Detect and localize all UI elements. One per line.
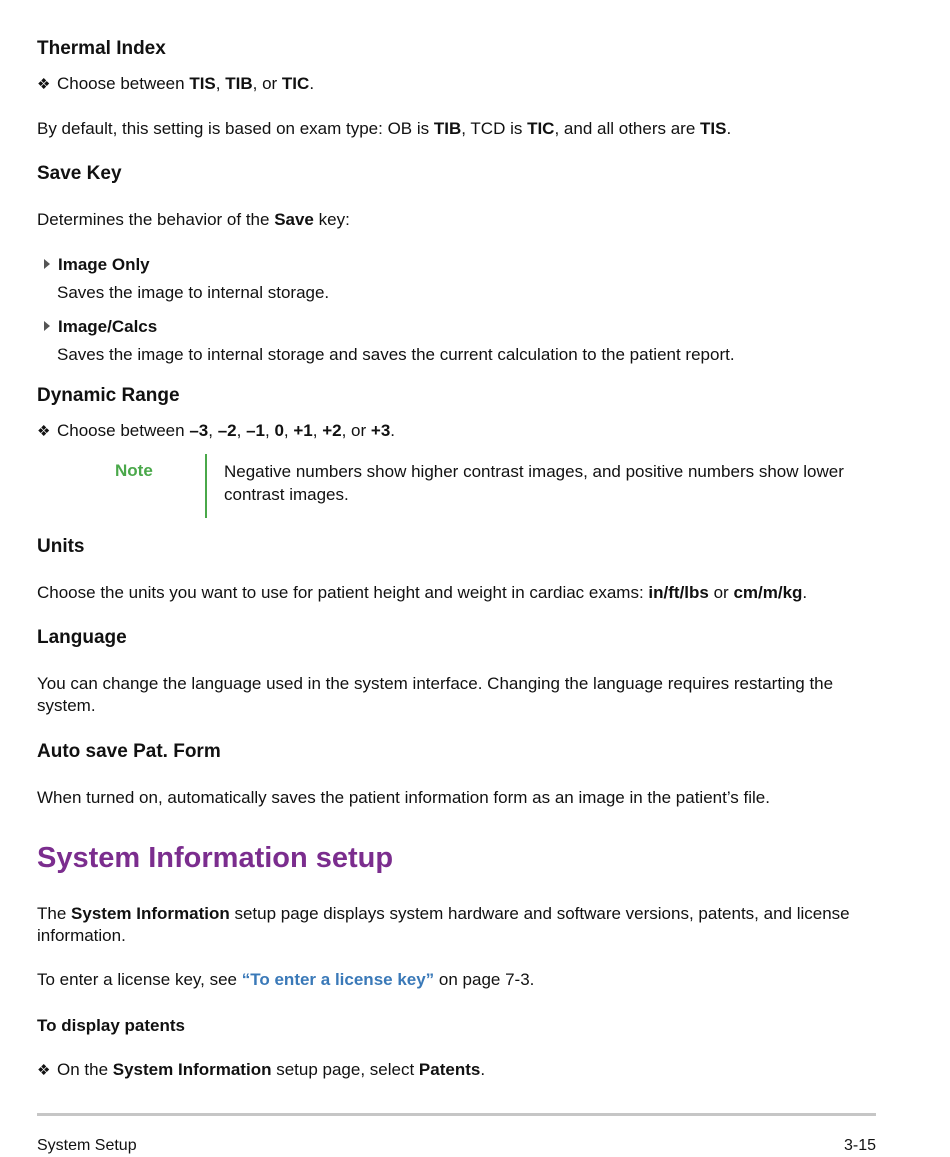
triangle-bullet-icon bbox=[44, 321, 50, 331]
note-text: Negative numbers show higher contrast images, and positive numbers show lower contrast images. bbox=[224, 462, 844, 504]
dynamic-range-heading: Dynamic Range bbox=[37, 385, 180, 406]
save-key-item-desc: Saves the image to internal storage. bbox=[57, 283, 330, 302]
diamond-bullet-icon: ❖ bbox=[37, 1062, 51, 1079]
triangle-bullet-icon bbox=[44, 259, 50, 269]
license-key-paragraph: To enter a license key, see “To enter a license key” on page 7-3. bbox=[37, 970, 535, 989]
save-key-item-image-only: Image Only bbox=[37, 254, 877, 276]
system-info-heading: System Information setup bbox=[37, 842, 394, 874]
note-divider bbox=[205, 454, 207, 518]
display-patents-heading: To display patents bbox=[37, 1016, 185, 1035]
display-patents-step: ❖ On the System Information setup page, select Patents. bbox=[37, 1059, 877, 1082]
thermal-index-default: By default, this setting is based on exam type: OB is TIB, TCD is TIC, and all others are TIS. bbox=[37, 119, 732, 138]
save-key-item-image-calcs: Image/Calcs bbox=[37, 316, 877, 338]
system-info-paragraph: The System Information setup page displays system hardware and software versions, patents, and license information. bbox=[37, 904, 850, 945]
diamond-bullet-icon: ❖ bbox=[37, 423, 51, 440]
diamond-bullet-icon: ❖ bbox=[37, 76, 51, 93]
units-text: Choose the units you want to use for patient height and weight in cardiac exams: in/ft/lbs or cm/m/kg. bbox=[37, 583, 808, 602]
footer-page-number: 3-15 bbox=[843, 1137, 876, 1154]
units-heading: Units bbox=[37, 536, 85, 557]
save-key-item-desc: Saves the image to internal storage and saves the current calculation to the patient report. bbox=[57, 345, 735, 364]
footer-section-title: System Setup bbox=[37, 1137, 137, 1154]
thermal-index-choice: ❖ Choose between TIS, TIB, or TIC. bbox=[37, 73, 877, 96]
thermal-index-heading: Thermal Index bbox=[37, 38, 166, 59]
auto-save-text: When turned on, automatically saves the patient information form as an image in the patient’s file. bbox=[37, 788, 770, 807]
note-label: Note bbox=[115, 461, 153, 480]
auto-save-heading: Auto save Pat. Form bbox=[37, 741, 221, 762]
footer-rule bbox=[37, 1113, 876, 1116]
language-heading: Language bbox=[37, 627, 127, 648]
dynamic-range-choice: ❖ Choose between –3, –2, –1, 0, +1, +2, or +3. bbox=[37, 420, 877, 443]
save-key-intro: Determines the behavior of the Save key: bbox=[37, 210, 350, 229]
license-key-link[interactable]: “To enter a license key” bbox=[241, 970, 435, 989]
save-key-heading: Save Key bbox=[37, 163, 122, 184]
language-text: You can change the language used in the system interface. Changing the language requires restarting the system. bbox=[37, 674, 834, 715]
